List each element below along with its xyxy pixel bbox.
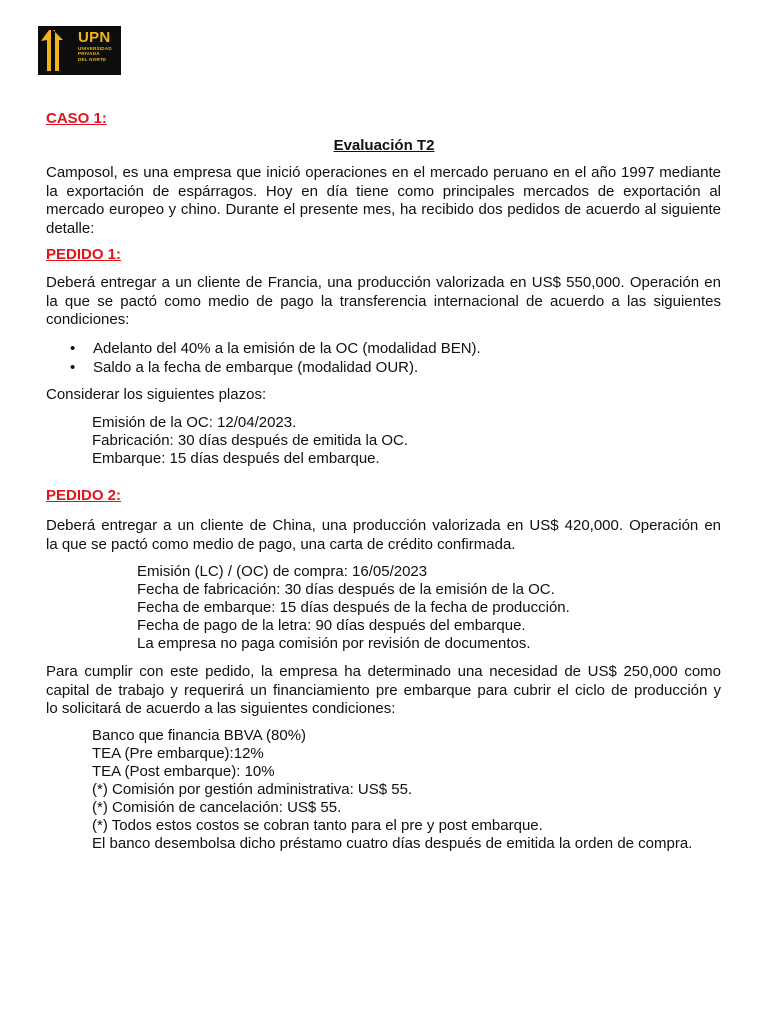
- pedido2-description: [46, 517, 721, 554]
- financing-line: lo solicitará de acuerdo a las siguientes condiciones:: [46, 700, 396, 717]
- detail-item: Fecha de embarque: 15 días después de la fecha de producción.: [137, 599, 570, 616]
- pedido1-line: Deberá entregar a un cliente de Francia, una producción valorizada en US$ 550,000. Operación en: [46, 274, 721, 291]
- pedido1-line: condiciones:: [46, 311, 130, 328]
- detail-item: Fecha de fabricación: 30 días después de la emisión de la OC.: [137, 581, 555, 598]
- condition-item: (*) Comisión por gestión administrativa: US$ 55.: [92, 781, 413, 798]
- pedido1-line: la que se pactó como medio de pago la transferencia internacional de acuerdo a las siguientes: [46, 292, 721, 310]
- list-item: [46, 339, 721, 358]
- intro-line: Camposol, es una empresa que inició operaciones en el mercado peruano en el año 1997 mediante: [46, 164, 721, 181]
- bullet-text: Adelanto del 40% a la emisión de la OC (modalidad BEN).: [93, 340, 481, 357]
- intro-line: detalle:: [46, 219, 95, 237]
- page-title: Evaluación T2: [333, 137, 435, 154]
- list-item: [46, 358, 721, 377]
- bullet-icon: •: [70, 340, 76, 357]
- financing-line: Para cumplir con este pedido, la empresa ha determinado una necesidad de US$ 250,000 como: [46, 663, 721, 680]
- pedido1-bullet-list: [46, 339, 721, 377]
- logo-subtitle-line: UNIVERSIDAD: [78, 46, 112, 51]
- bullet-text: Saldo a la fecha de embarque (modalidad OUR).: [93, 359, 419, 376]
- condition-item: El banco desembolsa dicho préstamo cuatro días después de emitida la orden de compra.: [92, 835, 693, 852]
- detail-item: La empresa no paga comisión por revisión de documentos.: [137, 635, 531, 652]
- pedido2-details: [137, 563, 570, 653]
- pedido1-heading: PEDIDO 1:: [46, 246, 122, 263]
- logo-brand: UPN: [78, 29, 111, 46]
- intro-line: la exportación de espárragos. Hoy en día tiene como principales mercados de exportación al: [46, 182, 721, 200]
- plazos-intro: Considerar los siguientes plazos:: [46, 386, 267, 403]
- plazo-item: Embarque: 15 días después del embarque.: [92, 450, 380, 467]
- detail-item: Emisión (LC) / (OC) de compra: 16/05/2023: [137, 563, 428, 580]
- plazo-item: Fabricación: 30 días después de emitida la OC.: [92, 432, 409, 449]
- logo-subtitle-line: PRIVADA: [78, 51, 100, 57]
- logo-subtitle-line: DEL NORTE: [78, 56, 107, 62]
- intro-line: mercado europeo y chino. Durante el presente mes, ha recibido dos pedidos de acuerdo al siguiente: [46, 201, 721, 218]
- condition-item: Banco que financia BBVA (80%): [92, 727, 307, 744]
- condition-item: (*) Comisión de cancelación: US$ 55.: [92, 799, 342, 816]
- detail-item: Fecha de pago de la letra: 90 días después del embarque.: [137, 617, 526, 634]
- pedido2-line: Deberá entregar a un cliente de China, una producción valorizada en US$ 420,000. Operación en: [46, 517, 721, 534]
- financing-paragraph: [46, 663, 721, 719]
- condition-item: TEA (Pre embarque):12%: [92, 745, 264, 762]
- pedido2-line: la que se pactó como medio de pago, una carta de crédito confirmada.: [46, 535, 516, 553]
- financing-conditions: [92, 727, 692, 853]
- plazo-item: Emisión de la OC: 12/04/2023.: [92, 414, 297, 431]
- pedido1-plazos: [92, 414, 408, 468]
- upn-logo: [38, 26, 121, 75]
- caso-heading: CASO 1:: [46, 110, 107, 127]
- condition-item: TEA (Post embarque): 10%: [92, 763, 275, 780]
- pedido2-heading: PEDIDO 2:: [46, 487, 122, 504]
- bullet-icon: •: [70, 359, 76, 376]
- condition-item: (*) Todos estos costos se cobran tanto para el pre y post embarque.: [92, 817, 543, 834]
- upn-arrow-icon: [38, 26, 78, 75]
- intro-paragraph: [46, 164, 721, 238]
- financing-line: capital de trabajo y requerirá un financiamiento pre embarque para cubrir el ciclo de producción y: [46, 681, 721, 699]
- pedido1-description: [46, 274, 721, 330]
- logo-text: [78, 30, 112, 62]
